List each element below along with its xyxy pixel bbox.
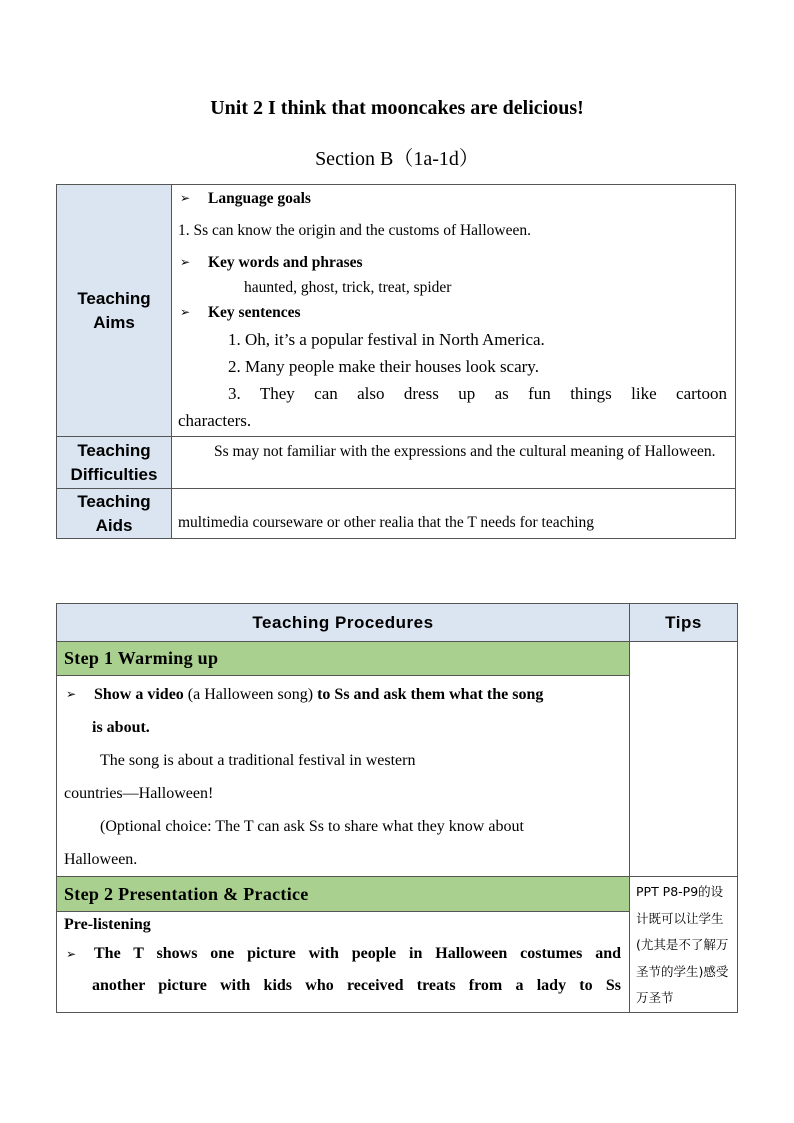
step2-bullet-b: another picture with kids who received treats from a lady to Ss — [92, 977, 621, 995]
step1-answer-b: countries—Halloween! — [64, 785, 214, 802]
step1-bullet-bold-b: to Ss and ask them what the song — [317, 686, 544, 703]
step2-bullet-a: The T shows one picture with people in Halloween costumes and — [94, 945, 621, 963]
teaching-aims-content — [172, 185, 736, 437]
step1-bullet-normal: (a Halloween song) — [187, 686, 314, 703]
section-subtitle: Section B（1a-1d） — [315, 148, 479, 170]
key-words-list: haunted, ghost, trick, treat, spider — [244, 279, 452, 296]
teaching-aims-label: Teaching Aims — [57, 185, 172, 437]
arrow-bullet-icon: ➢ — [66, 687, 77, 701]
key-sentence-2: 2. Many people make their houses look scary. — [228, 357, 539, 376]
step-2-content — [57, 912, 630, 1012]
language-goals-heading: Language goals — [208, 190, 311, 207]
language-goal-1: 1. Ss can know the origin and the customs of Halloween. — [178, 222, 531, 239]
difficulties-text: Ss may not familiar with the expressions and the cultural meaning of Halloween. — [214, 443, 716, 460]
document-title: Unit 2 I think that mooncakes are delicious! — [210, 97, 584, 119]
teaching-procedures-table — [56, 603, 738, 1013]
step1-bullet-bold-c: is about. — [92, 719, 150, 736]
teaching-aims-table — [56, 184, 736, 539]
key-sentence-3: 3. They can also dress up as fun things like cartoon — [228, 384, 727, 403]
tips-text: PPT P8-P9的设计既可以让学生(尤其是不了解万圣节的学生)感受万圣节 — [636, 884, 729, 1005]
tips-cell-step1 — [630, 642, 738, 877]
procedures-header: Teaching Procedures — [57, 604, 630, 642]
step-2-title: Step 2 Presentation & Practice — [57, 877, 630, 912]
key-sentence-1: 1. Oh, it’s a popular festival in North America. — [228, 330, 545, 349]
key-sentence-3-cont: characters. — [178, 411, 252, 430]
pre-listening-label: Pre-listening — [64, 916, 151, 934]
tips-header: Tips — [630, 604, 738, 642]
teaching-difficulties-label: Teaching Difficulties — [57, 437, 172, 489]
step1-answer-a: The song is about a traditional festival in western — [100, 752, 416, 769]
teaching-aids-content — [172, 489, 736, 539]
step1-bullet-bold-a: Show a video — [94, 686, 184, 703]
step1-optional-b: Halloween. — [64, 851, 138, 868]
aids-text: multimedia courseware or other realia that the T needs for teaching — [178, 514, 595, 531]
arrow-bullet-icon: ➢ — [180, 191, 191, 205]
arrow-bullet-icon: ➢ — [180, 255, 191, 269]
teaching-aids-label: Teaching Aids — [57, 489, 172, 539]
arrow-bullet-icon: ➢ — [180, 305, 191, 319]
arrow-bullet-icon: ➢ — [66, 947, 77, 962]
key-words-heading: Key words and phrases — [208, 254, 363, 271]
key-sentences-heading: Key sentences — [208, 304, 301, 321]
step-1-content — [57, 676, 630, 877]
step1-optional-a: (Optional choice: The T can ask Ss to share what they know about — [100, 818, 524, 835]
tips-cell-step2 — [630, 877, 738, 1013]
step-1-title: Step 1 Warming up — [57, 642, 630, 676]
teaching-difficulties-content — [172, 437, 736, 489]
